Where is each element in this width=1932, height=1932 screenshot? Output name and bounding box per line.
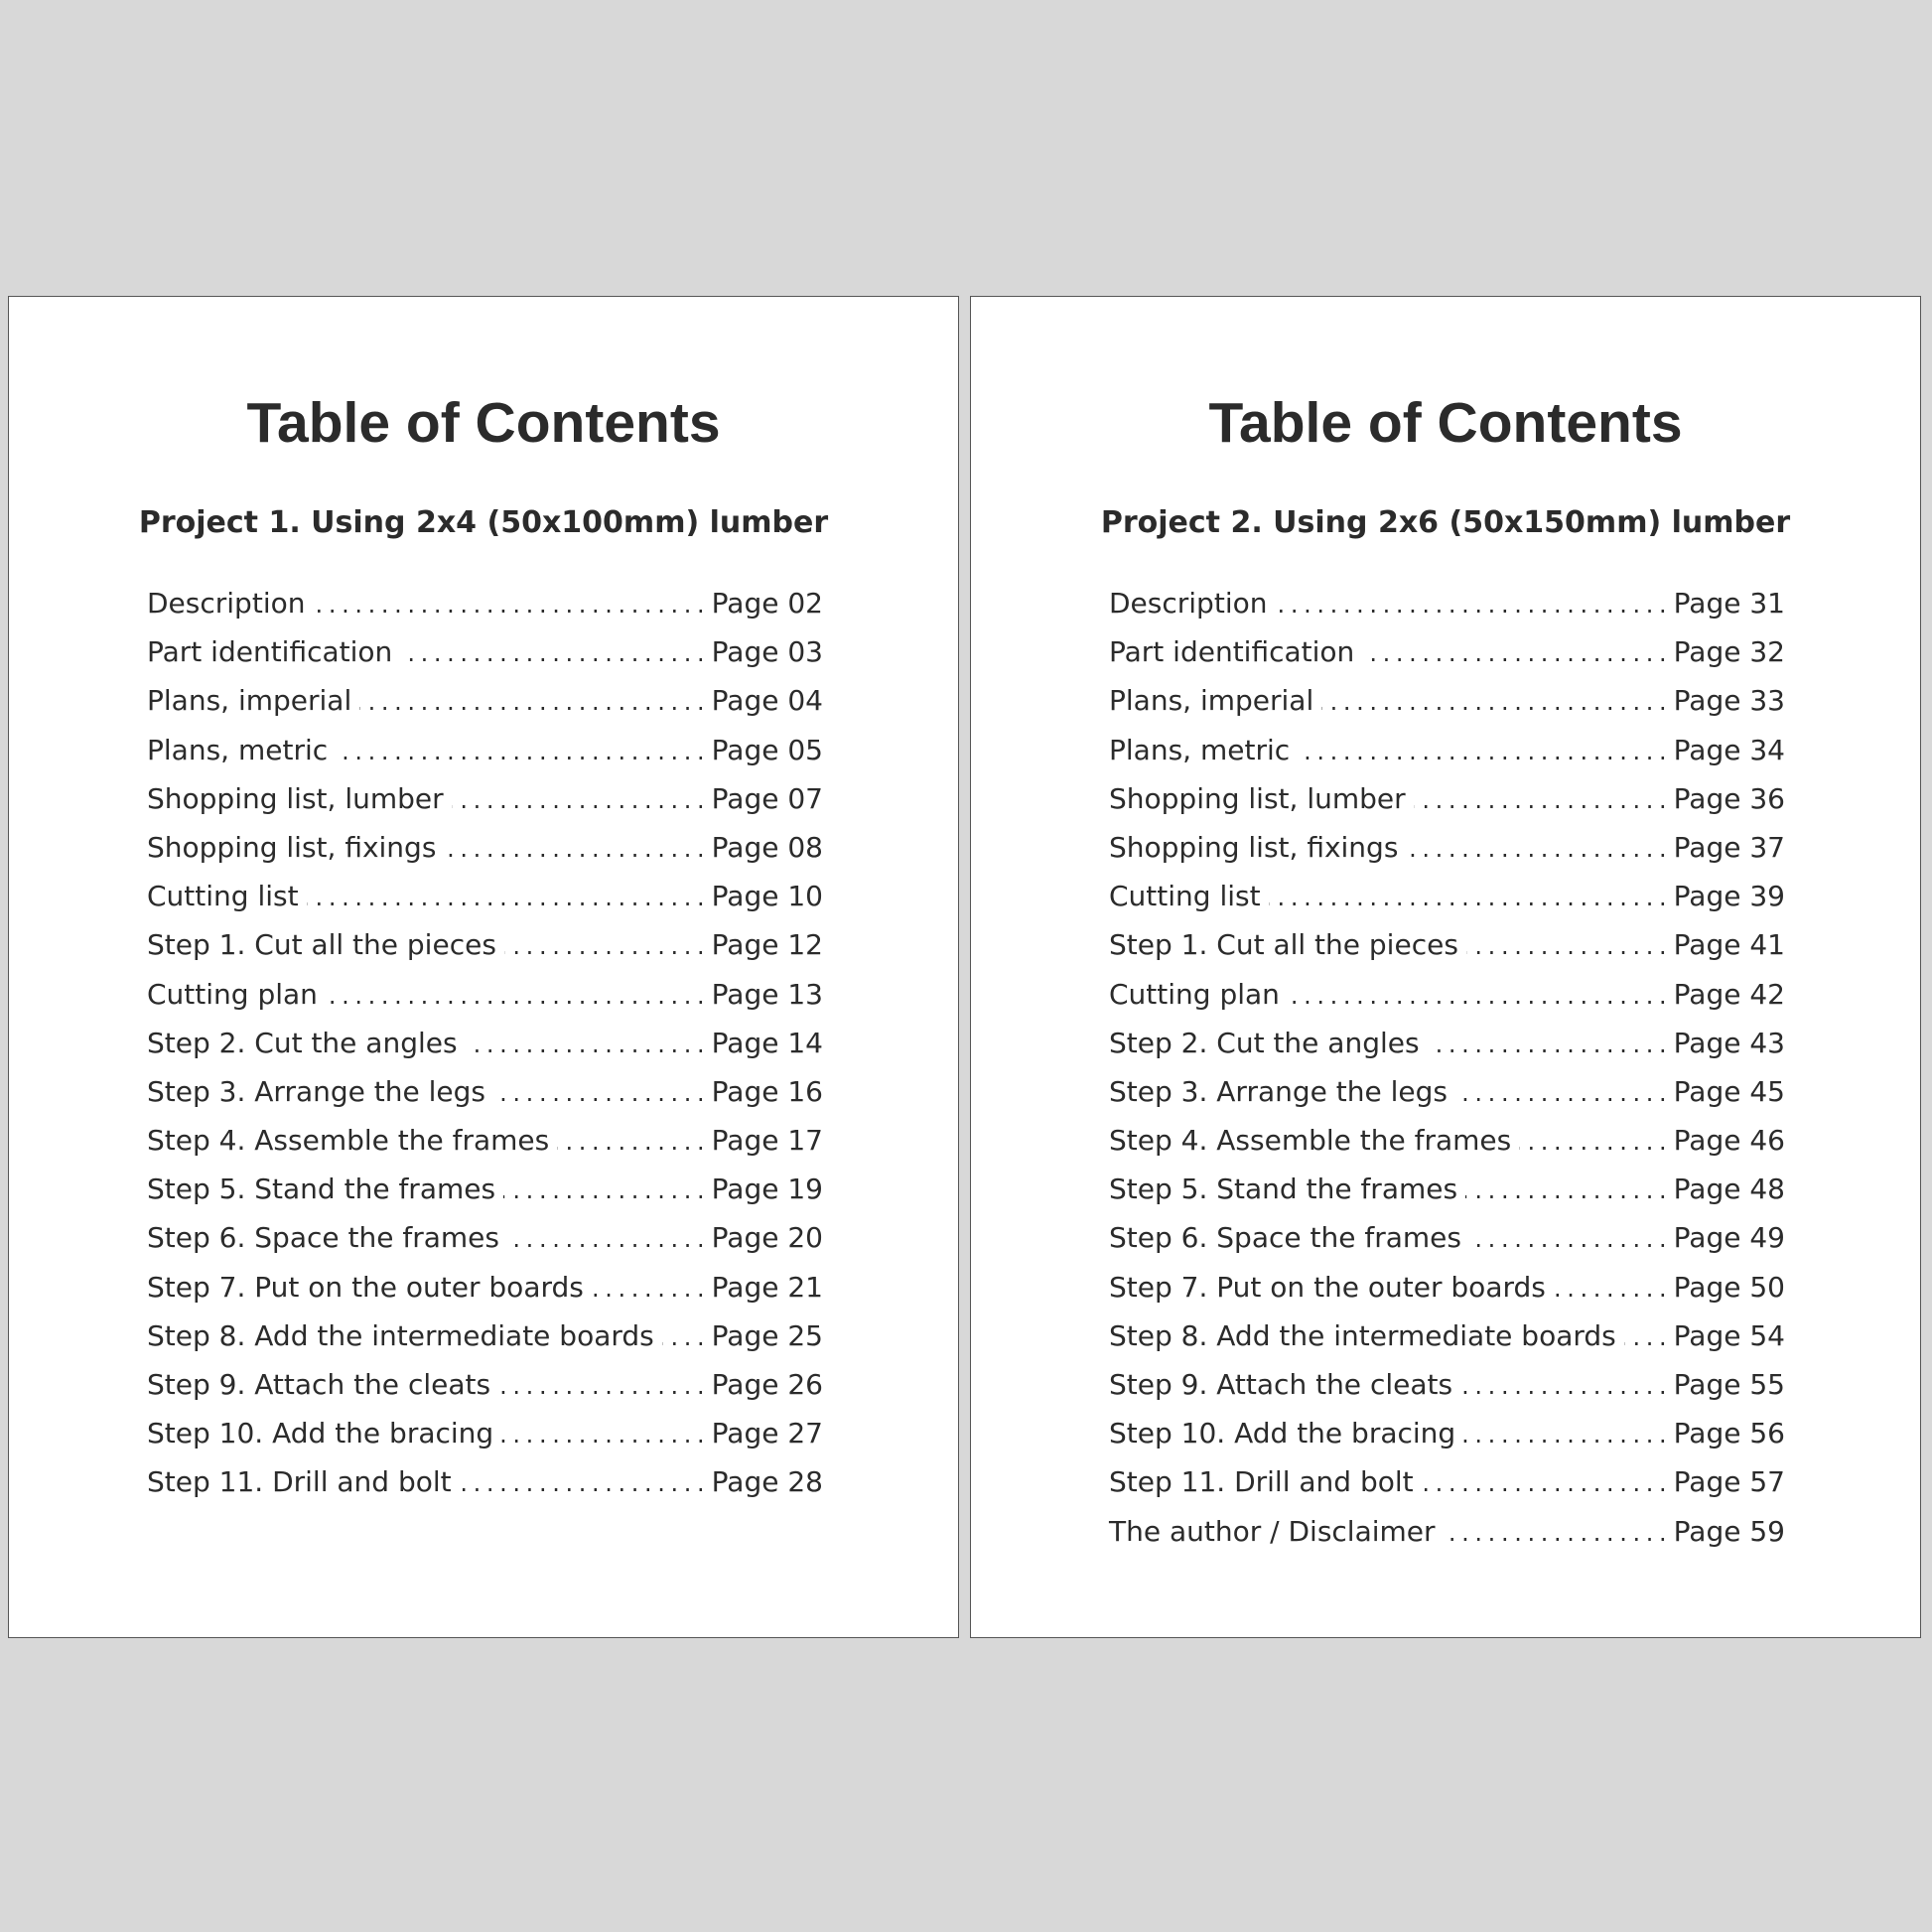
- project-heading: Project 1. Using 2x4 (50x100mm) lumber: [138, 505, 829, 540]
- dot-leader: [307, 884, 704, 911]
- dot-leader: [466, 1031, 704, 1058]
- dot-leader: [592, 1275, 704, 1303]
- toc-entry-label: The author / Disclaimer: [1109, 1514, 1436, 1548]
- toc-entry[interactable]: [1109, 928, 1785, 977]
- toc-entry[interactable]: [1109, 1221, 1785, 1270]
- toc-entry-page-number: Page 32: [1673, 635, 1785, 669]
- dot-leader: [1519, 1128, 1665, 1156]
- toc-entry-label: Cutting list: [1109, 880, 1261, 913]
- dot-leader: [1406, 835, 1665, 863]
- toc-entry-page-number: Page 45: [1673, 1074, 1785, 1108]
- dot-leader: [400, 639, 703, 667]
- dot-leader: [444, 835, 703, 863]
- toc-entry-page-number: Page 59: [1673, 1514, 1785, 1548]
- toc-entry-label: Step 3. Arrange the legs: [1109, 1074, 1448, 1108]
- toc-list: [147, 587, 823, 1515]
- toc-entry-page-number: Page 27: [711, 1417, 823, 1450]
- toc-entry-label: Step 8. Add the intermediate boards: [1109, 1318, 1616, 1352]
- toc-entry[interactable]: [1109, 1027, 1785, 1075]
- toc-list: [1109, 587, 1785, 1564]
- toc-page-right: [970, 296, 1921, 1638]
- toc-entry-label: Step 10. Add the bracing: [1109, 1417, 1456, 1450]
- toc-entry[interactable]: [147, 1319, 823, 1368]
- toc-entry[interactable]: [147, 1465, 823, 1514]
- dot-leader: [1428, 1031, 1666, 1058]
- toc-entry[interactable]: [147, 1368, 823, 1417]
- toc-entry-page-number: Page 46: [1673, 1124, 1785, 1158]
- toc-entry-page-number: Page 43: [1673, 1026, 1785, 1059]
- toc-entry[interactable]: [1109, 978, 1785, 1027]
- toc-entry-label: Cutting plan: [1109, 977, 1280, 1011]
- toc-entry[interactable]: [1109, 1319, 1785, 1368]
- toc-entry-label: Plans, metric: [1109, 733, 1291, 766]
- toc-entry[interactable]: [1109, 1173, 1785, 1221]
- toc-entry-label: Step 9. Attach the cleats: [147, 1368, 491, 1401]
- toc-entry-page-number: Page 13: [711, 977, 823, 1011]
- dot-leader: [1463, 1421, 1665, 1449]
- dot-leader: [460, 1469, 704, 1497]
- toc-entry-page-number: Page 14: [711, 1026, 823, 1059]
- dot-leader: [359, 688, 703, 716]
- toc-entry-page-number: Page 42: [1673, 977, 1785, 1011]
- toc-entry[interactable]: [1109, 1124, 1785, 1173]
- toc-entry-page-number: Page 37: [1673, 830, 1785, 864]
- toc-entry-page-number: Page 05: [711, 733, 823, 766]
- dot-leader: [1466, 932, 1666, 960]
- toc-entry-page-number: Page 07: [711, 781, 823, 815]
- dot-leader: [1275, 591, 1665, 619]
- toc-entry-page-number: Page 34: [1673, 733, 1785, 766]
- toc-entry[interactable]: [147, 1221, 823, 1270]
- toc-entry-label: Step 7. Put on the outer boards: [147, 1270, 584, 1304]
- toc-entry-label: Step 11. Drill and bolt: [147, 1465, 452, 1499]
- toc-entry-page-number: Page 04: [711, 684, 823, 718]
- toc-entry-label: Shopping list, lumber: [1109, 781, 1406, 815]
- toc-entry-label: Description: [147, 587, 306, 620]
- toc-entry-page-number: Page 33: [1673, 684, 1785, 718]
- toc-entry-label: Step 11. Drill and bolt: [1109, 1465, 1414, 1499]
- toc-page-left: [8, 296, 959, 1638]
- toc-entry-label: Step 1. Cut all the pieces: [1109, 928, 1458, 962]
- dot-leader: [1321, 688, 1665, 716]
- toc-entry[interactable]: [1109, 831, 1785, 880]
- toc-entry[interactable]: [1109, 587, 1785, 635]
- toc-entry-page-number: Page 57: [1673, 1465, 1785, 1499]
- toc-entry-page-number: Page 16: [711, 1074, 823, 1108]
- toc-entry[interactable]: [1109, 684, 1785, 733]
- toc-entry-label: Cutting list: [147, 880, 299, 913]
- toc-entry[interactable]: [147, 831, 823, 880]
- toc-entry-label: Step 2. Cut the angles: [1109, 1026, 1420, 1059]
- toc-entry[interactable]: [147, 880, 823, 928]
- toc-entry[interactable]: [147, 1173, 823, 1221]
- toc-entry-page-number: Page 31: [1673, 587, 1785, 620]
- dot-leader: [1460, 1372, 1666, 1400]
- toc-entry-label: Part identification: [1109, 635, 1355, 669]
- toc-entry-page-number: Page 02: [711, 587, 823, 620]
- dot-leader: [1554, 1275, 1666, 1303]
- toc-entry[interactable]: [147, 587, 823, 635]
- toc-entry-label: Step 5. Stand the frames: [147, 1173, 496, 1206]
- toc-entry-page-number: Page 36: [1673, 781, 1785, 815]
- dot-leader: [507, 1225, 704, 1253]
- toc-entry-label: Description: [1109, 587, 1268, 620]
- dot-leader: [336, 738, 704, 765]
- dot-leader: [1269, 884, 1666, 911]
- toc-entry[interactable]: [1109, 1368, 1785, 1417]
- toc-entry[interactable]: [1109, 635, 1785, 684]
- dot-leader: [557, 1128, 703, 1156]
- toc-entry-label: Step 3. Arrange the legs: [147, 1074, 485, 1108]
- toc-entry-label: Cutting plan: [147, 977, 318, 1011]
- toc-entry[interactable]: [1109, 782, 1785, 831]
- toc-entry-label: Step 2. Cut the angles: [147, 1026, 458, 1059]
- toc-entry-page-number: Page 55: [1673, 1368, 1785, 1401]
- toc-entry-label: Step 6. Space the frames: [1109, 1221, 1461, 1255]
- toc-entry-page-number: Page 49: [1673, 1221, 1785, 1255]
- dot-leader: [662, 1323, 704, 1351]
- dot-leader: [452, 786, 704, 814]
- toc-entry[interactable]: [1109, 1465, 1785, 1514]
- toc-entry[interactable]: [147, 684, 823, 733]
- toc-entry-page-number: Page 21: [711, 1270, 823, 1304]
- toc-entry[interactable]: [147, 1027, 823, 1075]
- dot-leader: [503, 1176, 704, 1204]
- toc-entry-page-number: Page 41: [1673, 928, 1785, 962]
- toc-entry[interactable]: [1109, 1417, 1785, 1465]
- dot-leader: [501, 1421, 703, 1449]
- dot-leader: [1624, 1323, 1666, 1351]
- dot-leader: [1469, 1225, 1666, 1253]
- dot-leader: [1414, 786, 1666, 814]
- toc-entry[interactable]: [147, 1124, 823, 1173]
- dot-leader: [498, 1372, 704, 1400]
- dot-leader: [1422, 1469, 1666, 1497]
- toc-entry-label: Plans, metric: [147, 733, 329, 766]
- toc-entry-label: Shopping list, fixings: [147, 830, 437, 864]
- toc-entry-page-number: Page 26: [711, 1368, 823, 1401]
- toc-entry-label: Plans, imperial: [147, 684, 352, 718]
- toc-entry-label: Step 5. Stand the frames: [1109, 1173, 1458, 1206]
- toc-entry[interactable]: [147, 928, 823, 977]
- toc-entry-label: Step 4. Assemble the frames: [1109, 1124, 1512, 1158]
- toc-entry[interactable]: [147, 1075, 823, 1124]
- toc-entry-page-number: Page 39: [1673, 880, 1785, 913]
- toc-entry-label: Plans, imperial: [1109, 684, 1314, 718]
- toc-entry[interactable]: [1109, 734, 1785, 782]
- dot-leader: [326, 982, 704, 1010]
- toc-entry[interactable]: [147, 978, 823, 1027]
- page-title: Table of Contents: [246, 391, 721, 455]
- toc-entry-label: Step 7. Put on the outer boards: [1109, 1270, 1546, 1304]
- toc-entry[interactable]: [147, 782, 823, 831]
- toc-entry-label: Step 8. Add the intermediate boards: [147, 1318, 654, 1352]
- toc-entry-label: Part identification: [147, 635, 393, 669]
- toc-entry-page-number: Page 17: [711, 1124, 823, 1158]
- dot-leader: [493, 1079, 704, 1107]
- toc-entry[interactable]: [147, 1417, 823, 1465]
- project-heading: Project 2. Using 2x6 (50x150mm) lumber: [1100, 505, 1791, 540]
- toc-entry[interactable]: [1109, 1271, 1785, 1319]
- toc-entry-page-number: Page 54: [1673, 1318, 1785, 1352]
- toc-entry[interactable]: [147, 1271, 823, 1319]
- toc-entry-page-number: Page 25: [711, 1318, 823, 1352]
- dot-leader: [1465, 1176, 1666, 1204]
- dot-leader: [313, 591, 703, 619]
- dot-leader: [504, 932, 704, 960]
- toc-entry[interactable]: [147, 635, 823, 684]
- dot-leader: [1298, 738, 1666, 765]
- toc-entry[interactable]: [147, 734, 823, 782]
- toc-entry-label: Step 9. Attach the cleats: [1109, 1368, 1453, 1401]
- toc-entry-page-number: Page 28: [711, 1465, 823, 1499]
- toc-entry-page-number: Page 19: [711, 1173, 823, 1206]
- dot-leader: [1455, 1079, 1666, 1107]
- toc-entry-page-number: Page 08: [711, 830, 823, 864]
- page-title: Table of Contents: [1208, 391, 1683, 455]
- toc-entry-label: Shopping list, lumber: [147, 781, 444, 815]
- toc-entry[interactable]: [1109, 1515, 1785, 1564]
- toc-entry-page-number: Page 03: [711, 635, 823, 669]
- toc-entry-page-number: Page 50: [1673, 1270, 1785, 1304]
- toc-entry[interactable]: [1109, 880, 1785, 928]
- dot-leader: [1288, 982, 1666, 1010]
- toc-entry-page-number: Page 12: [711, 928, 823, 962]
- toc-entry-page-number: Page 20: [711, 1221, 823, 1255]
- toc-entry-label: Step 6. Space the frames: [147, 1221, 499, 1255]
- toc-entry[interactable]: [1109, 1075, 1785, 1124]
- toc-entry-label: Step 1. Cut all the pieces: [147, 928, 496, 962]
- toc-entry-label: Step 4. Assemble the frames: [147, 1124, 550, 1158]
- toc-entry-page-number: Page 48: [1673, 1173, 1785, 1206]
- toc-entry-page-number: Page 10: [711, 880, 823, 913]
- dot-leader: [1362, 639, 1665, 667]
- toc-entry-label: Step 10. Add the bracing: [147, 1417, 494, 1450]
- toc-entry-label: Shopping list, fixings: [1109, 830, 1399, 864]
- toc-entry-page-number: Page 56: [1673, 1417, 1785, 1450]
- dot-leader: [1444, 1519, 1666, 1547]
